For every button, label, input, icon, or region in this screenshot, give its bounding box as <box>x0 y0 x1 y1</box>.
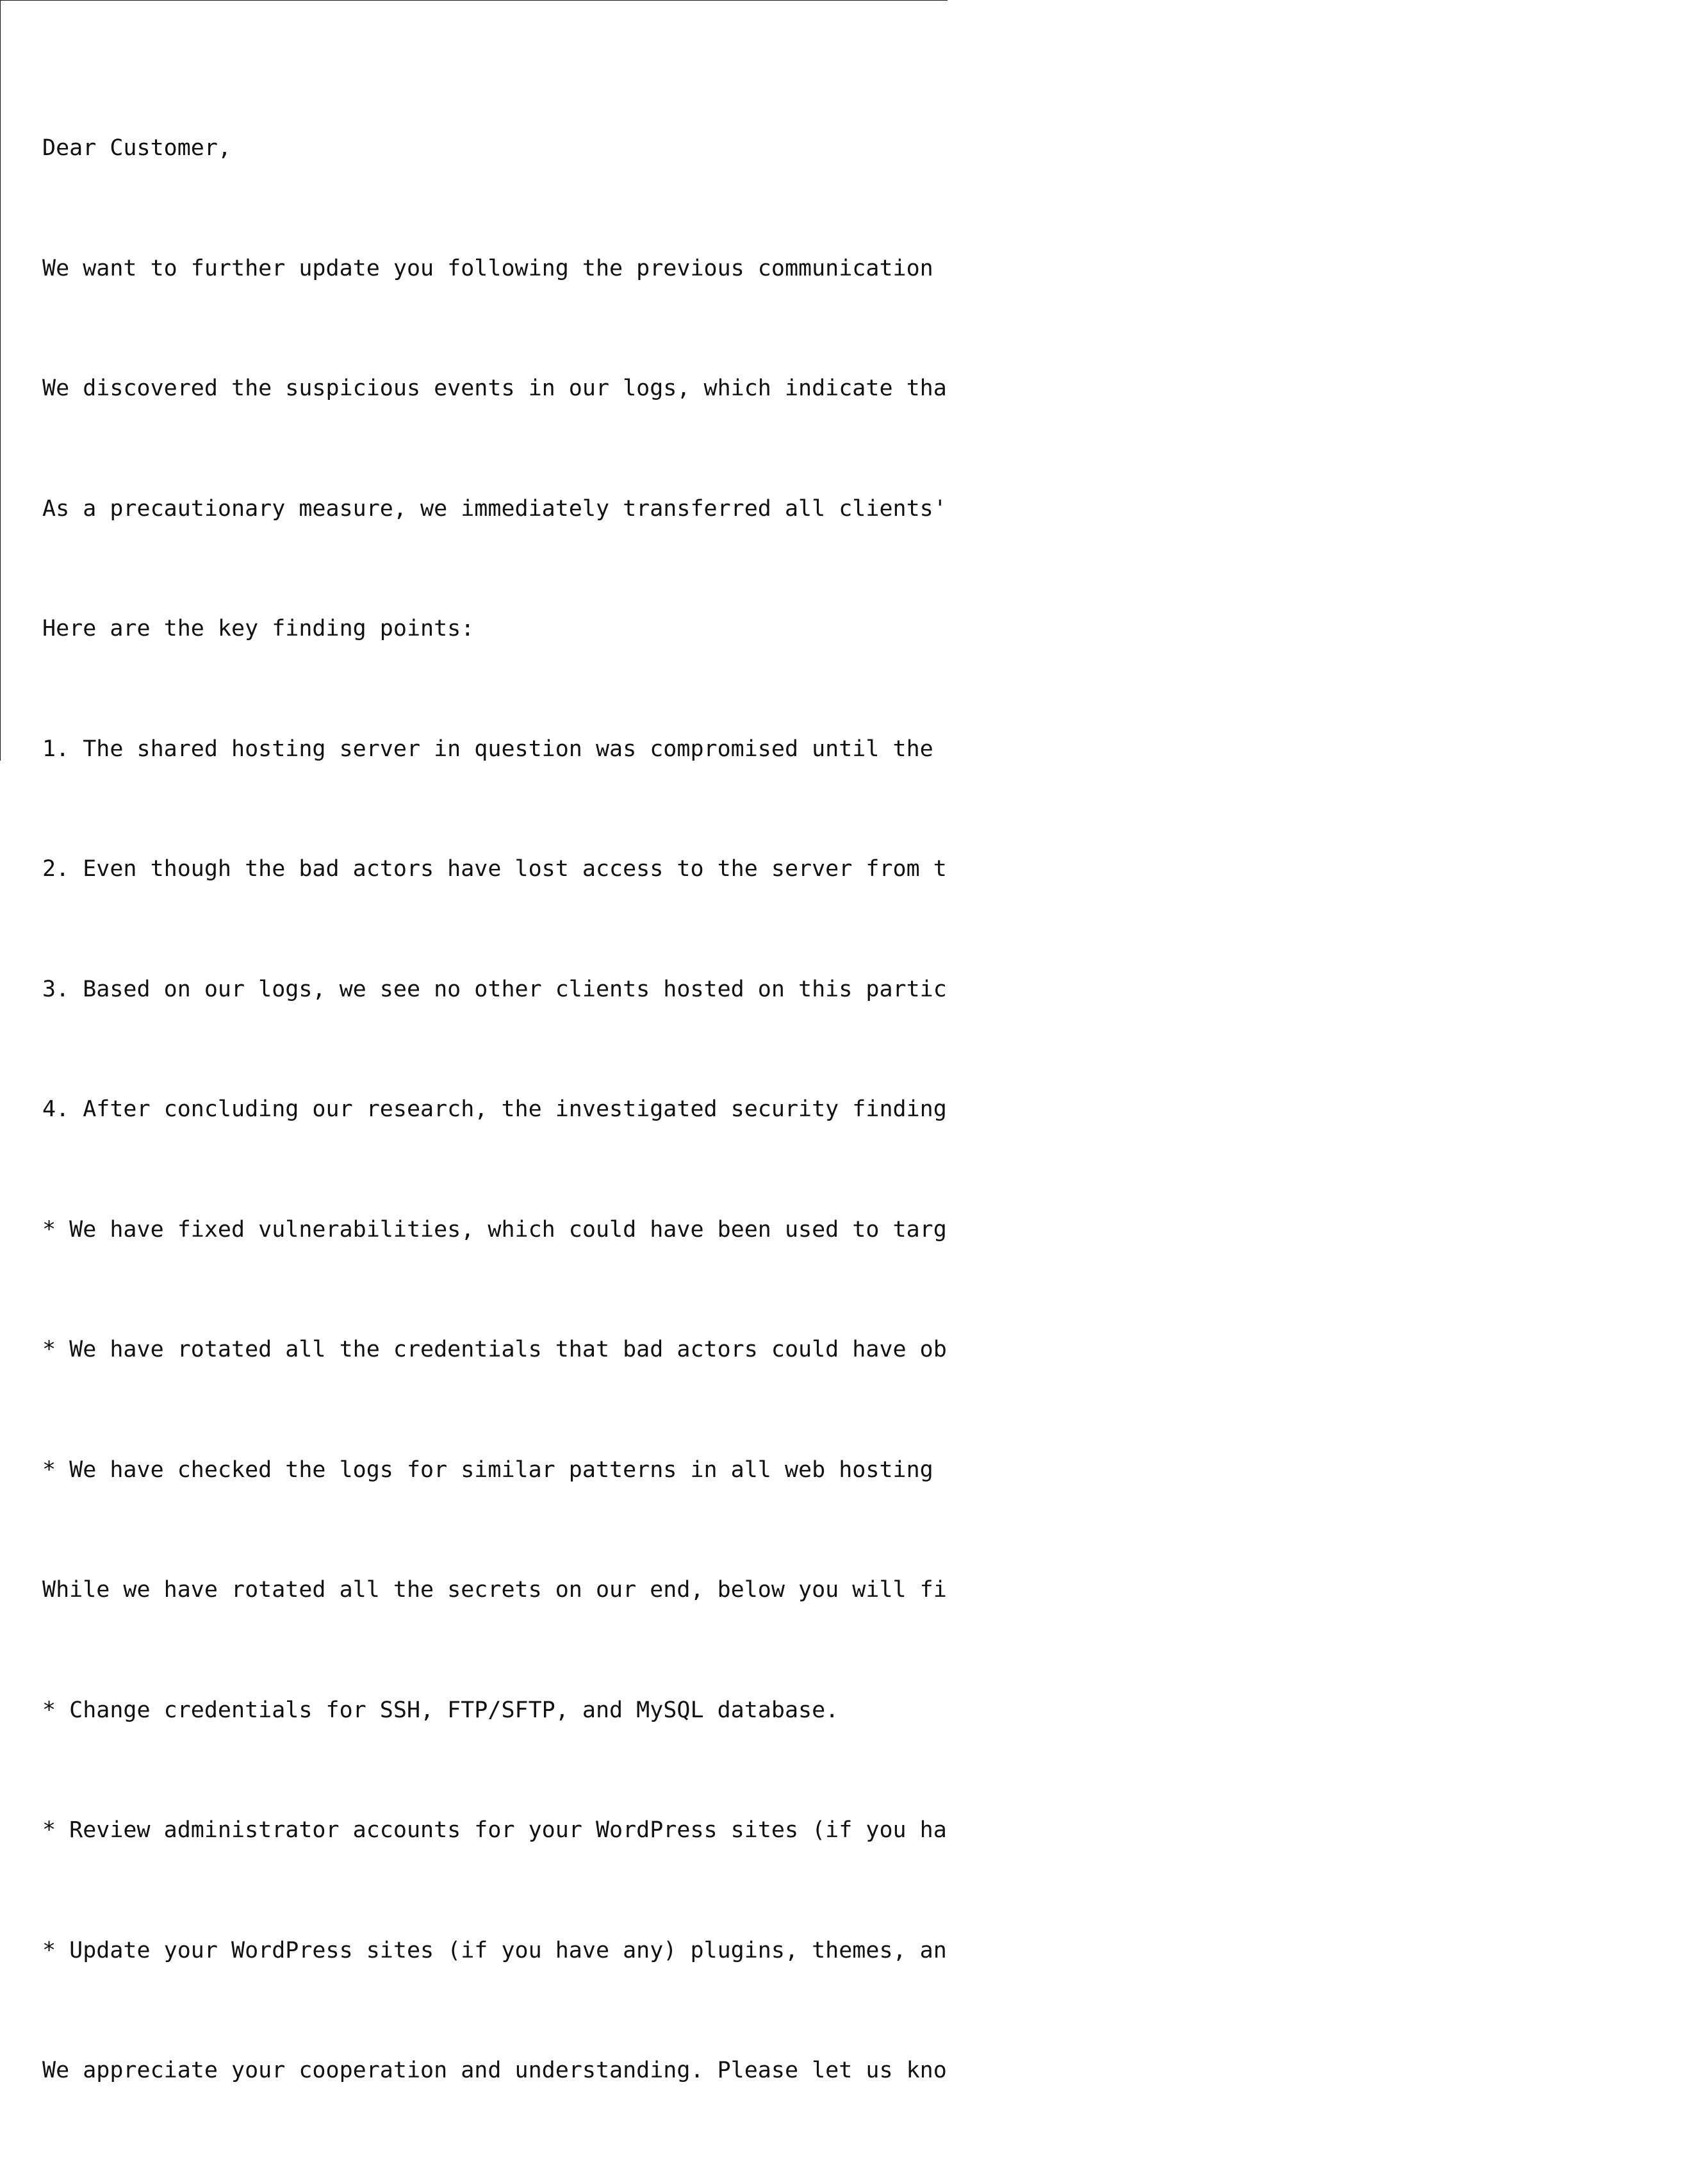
finding-item-1: 1. The shared hosting server in question was compromised until the <box>42 736 933 762</box>
finding-item-2: 2. Even though the bad actors have lost access to the server from t <box>42 856 947 882</box>
body-line: We discovered the suspicious events in our logs, which indicate tha <box>42 376 947 401</box>
finding-subitem: * We have rotated all the credentials that bad actors could have ob <box>42 1337 947 1362</box>
finding-item-3: 3. Based on our logs, we see no other clients hosted on this partic <box>42 976 947 1002</box>
body-line: As a precautionary measure, we immediately transferred all clients' <box>42 495 947 522</box>
recommendation-item: * Review administrator accounts for your WordPress sites (if you ha <box>42 1817 947 1843</box>
recommendation-item: * Update your WordPress sites (if you have any) plugins, themes, an <box>42 1937 947 1963</box>
findings-heading: Here are the key finding points: <box>42 616 475 641</box>
body-line: While we have rotated all the secrets on our end, below you will fi <box>42 1577 947 1603</box>
closing-line: We appreciate your cooperation and understanding. Please let us kno <box>42 2058 947 2083</box>
finding-subitem: * We have fixed vulnerabilities, which could have been used to targ <box>42 1216 947 1242</box>
recommendation-item: * Change credentials for SSH, FTP/SFTP, and MySQL database. <box>42 1697 839 1723</box>
finding-subitem: * We have checked the logs for similar patterns in all web hosting <box>42 1457 933 1483</box>
finding-item-4: 4. After concluding our research, the investigated security finding <box>42 1096 947 1122</box>
email-body <box>42 48 1708 2171</box>
greeting-line: Dear Customer, <box>42 135 232 161</box>
body-line: We want to further update you following the previous communication <box>42 255 933 281</box>
